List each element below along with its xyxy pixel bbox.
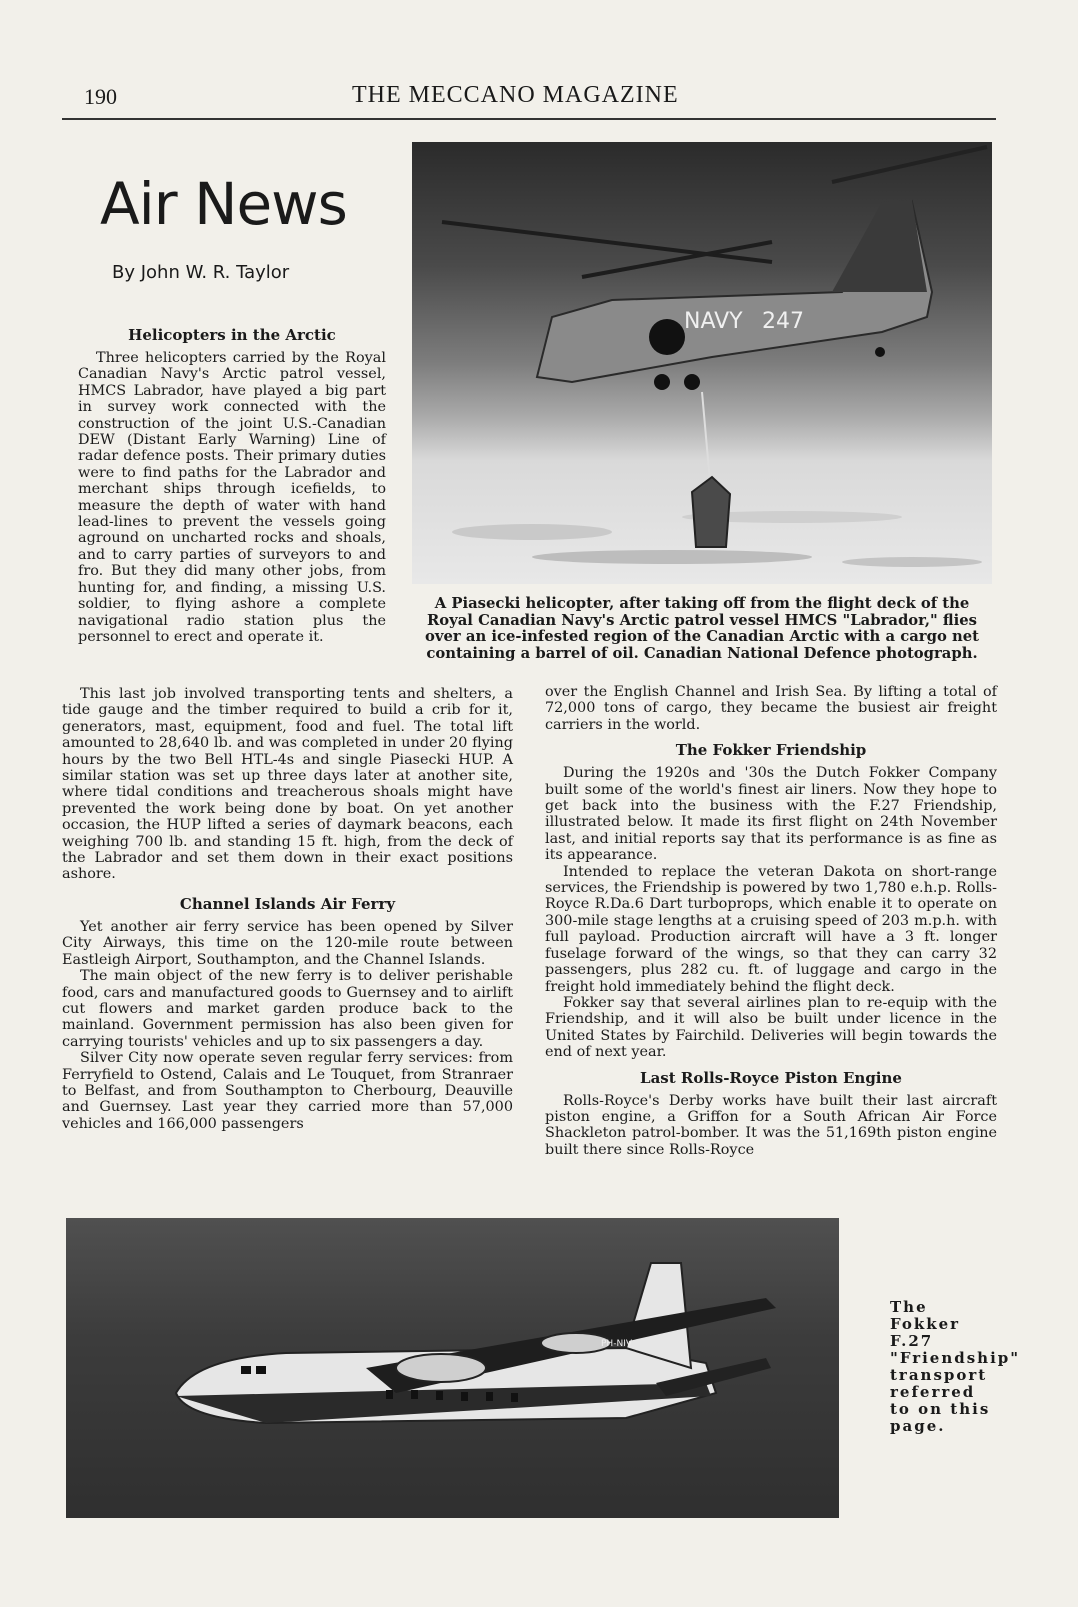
article-byline: By John W. R. Taylor — [112, 262, 290, 283]
roundel — [649, 319, 685, 355]
helicopter-illustration — [412, 142, 992, 584]
right-column — [545, 684, 997, 1158]
fokker-paragraph-3: Fokker say that several airlines plan to re-equip with the Friendship, and it will also be built under licence in the United States by Fairchild. Deliveries will begin towards the end of next year. — [545, 994, 997, 1061]
navy-marking: NAVY — [684, 309, 743, 334]
rolls-royce-paragraph-1: Rolls-Royce's Derby works have built their last aircraft piston engine, a Griffon for a South African Air Force Shackleton patrol-bomber. It was the 51,169th piston engine built there since Rolls-Royce — [545, 1092, 997, 1158]
fokker-paragraph-1: During the 1920s and '30s the Dutch Fokker Company built some of the world's finest air liners. Now they hope to get back into the business with the F.27 Friendship, illustrated below. It made its first flight on 24th November last, and initial reports say that its performance is as fine as its appearance. — [545, 765, 997, 864]
fokker-photo — [66, 1218, 839, 1518]
engine-nacelle — [396, 1354, 486, 1382]
arctic-heading: Helicopters in the Arctic — [128, 326, 336, 344]
channel-paragraph-3: Silver City now operate seven regular ferry services: from Ferryfield to Ostend, Calais and Le Touquet, from Stranraer to Belfast, and from Southampton to Cherbourg, Deauville and Guernsey. Last year they carried more than 57,000 vehicles and 166,000 passengers — [62, 1050, 513, 1132]
helicopter-photo — [412, 142, 992, 584]
channel-paragraph-1: Yet another air ferry service has been opened by Silver City Airways, this time on the 120-mile route between Eastleigh Airport, Southampton, and the Channel Islands. — [62, 918, 513, 968]
fokker-paragraph-2: Intended to replace the veteran Dakota on short-range services, the Friendship is powered by two 1,780 e.h.p. Rolls-Royce R.Da.6 Dart turboprops, which enable it to operate on 300-mile stage lengths at a cruising speed of 203 m.p.h. with full payload. Production aircraft will have a 3 ft. longer fuselage forward of the wings, so that they can carry 32 passengers, plus 282 cu. ft. of luggage and cargo in the freight hold immediately behind the flight deck. — [545, 863, 997, 995]
arctic-paragraph-2: This last job involved transporting tents and shelters, a tide gauge and the timber required to build a crib for it, generators, mast, equipment, food and fuel. The total lift amounted to 28,640 lb. and was completed in under 20 flying hours by the two Bell HTL-4s and single Piasecki HUP. A similar station was set up three days later at another site, where tidal conditions and treacherous shoals might have prevented the work being done by boat. On yet another occasion, the HUP lifted a series of daymark beacons, each weighing 700 lb. and standing 15 ft. high, from the deck of the Labrador and set them down in their exact positions ashore. — [62, 686, 513, 883]
cargo-net — [692, 477, 730, 547]
fokker-caption: The Fokker F.27 "Friendship" transport referred to on this page. — [890, 1298, 1021, 1435]
left-column-top — [78, 326, 386, 645]
channel-heading: Channel Islands Air Ferry — [179, 894, 396, 913]
left-column — [62, 686, 513, 1132]
rear-rotor-blade — [832, 147, 987, 182]
helicopter-caption: A Piasecki helicopter, after taking off from the flight deck of the Royal Canadian Navy's Arctic patrol vessel HMCS "Labrador," flies over an ice-infested region of the Canadian Arctic with a cargo net containing a barrel of oil. Canadian National Defence photograph. — [425, 595, 979, 662]
header-rule — [62, 118, 996, 120]
fokker-heading: The Fokker Friendship — [675, 741, 867, 760]
magazine-title: THE MECCANO MAGAZINE — [352, 82, 679, 108]
aircraft-registration: PH-NIV — [601, 1339, 632, 1349]
page-number: 190 — [84, 84, 117, 109]
fokker-illustration — [66, 1218, 839, 1518]
article-title: Air News — [100, 170, 347, 238]
rolls-royce-heading: Last Rolls-Royce Piston Engine — [640, 1068, 902, 1087]
channel-paragraph-2: The main object of the new ferry is to deliver perishable food, cars and manufactured goods to Guernsey and to airlift cut flowers and market garden produce back to the mainland. Government permission has also been given for carrying tourists' vehicles and up to six passengers a day. — [62, 968, 513, 1050]
channel-paragraph-3-continued: over the English Channel and Irish Sea. By lifting a total of 72,000 tons of cargo, they became the busiest air freight carriers in the world. — [545, 684, 997, 733]
cargo-line — [702, 392, 710, 482]
landing-wheel — [654, 374, 670, 390]
aircraft-number: 247 — [762, 309, 804, 334]
front-rotor-blade — [442, 222, 772, 262]
arctic-paragraph-1: Three helicopters carried by the Royal Canadian Navy's Arctic patrol vessel, HMCS Labrador, have played a big part in survey work connected with the construction of the joint U.S.-Canadian DEW (Distant Early Warning) Line of radar defence posts. Their primary duties were to find paths for the Labrador and merchant ships through icefields, to measure the depth of water with hand lead-lines to prevent the vessels going aground on uncharted rocks and shoals, and to carry parties of surveyors to and fro. But they did many other jobs, from hunting for, and finding, a missing U.S. soldier, to flying ashore a complete navigational radio station plus the personnel to erect and operate it. — [78, 350, 386, 645]
